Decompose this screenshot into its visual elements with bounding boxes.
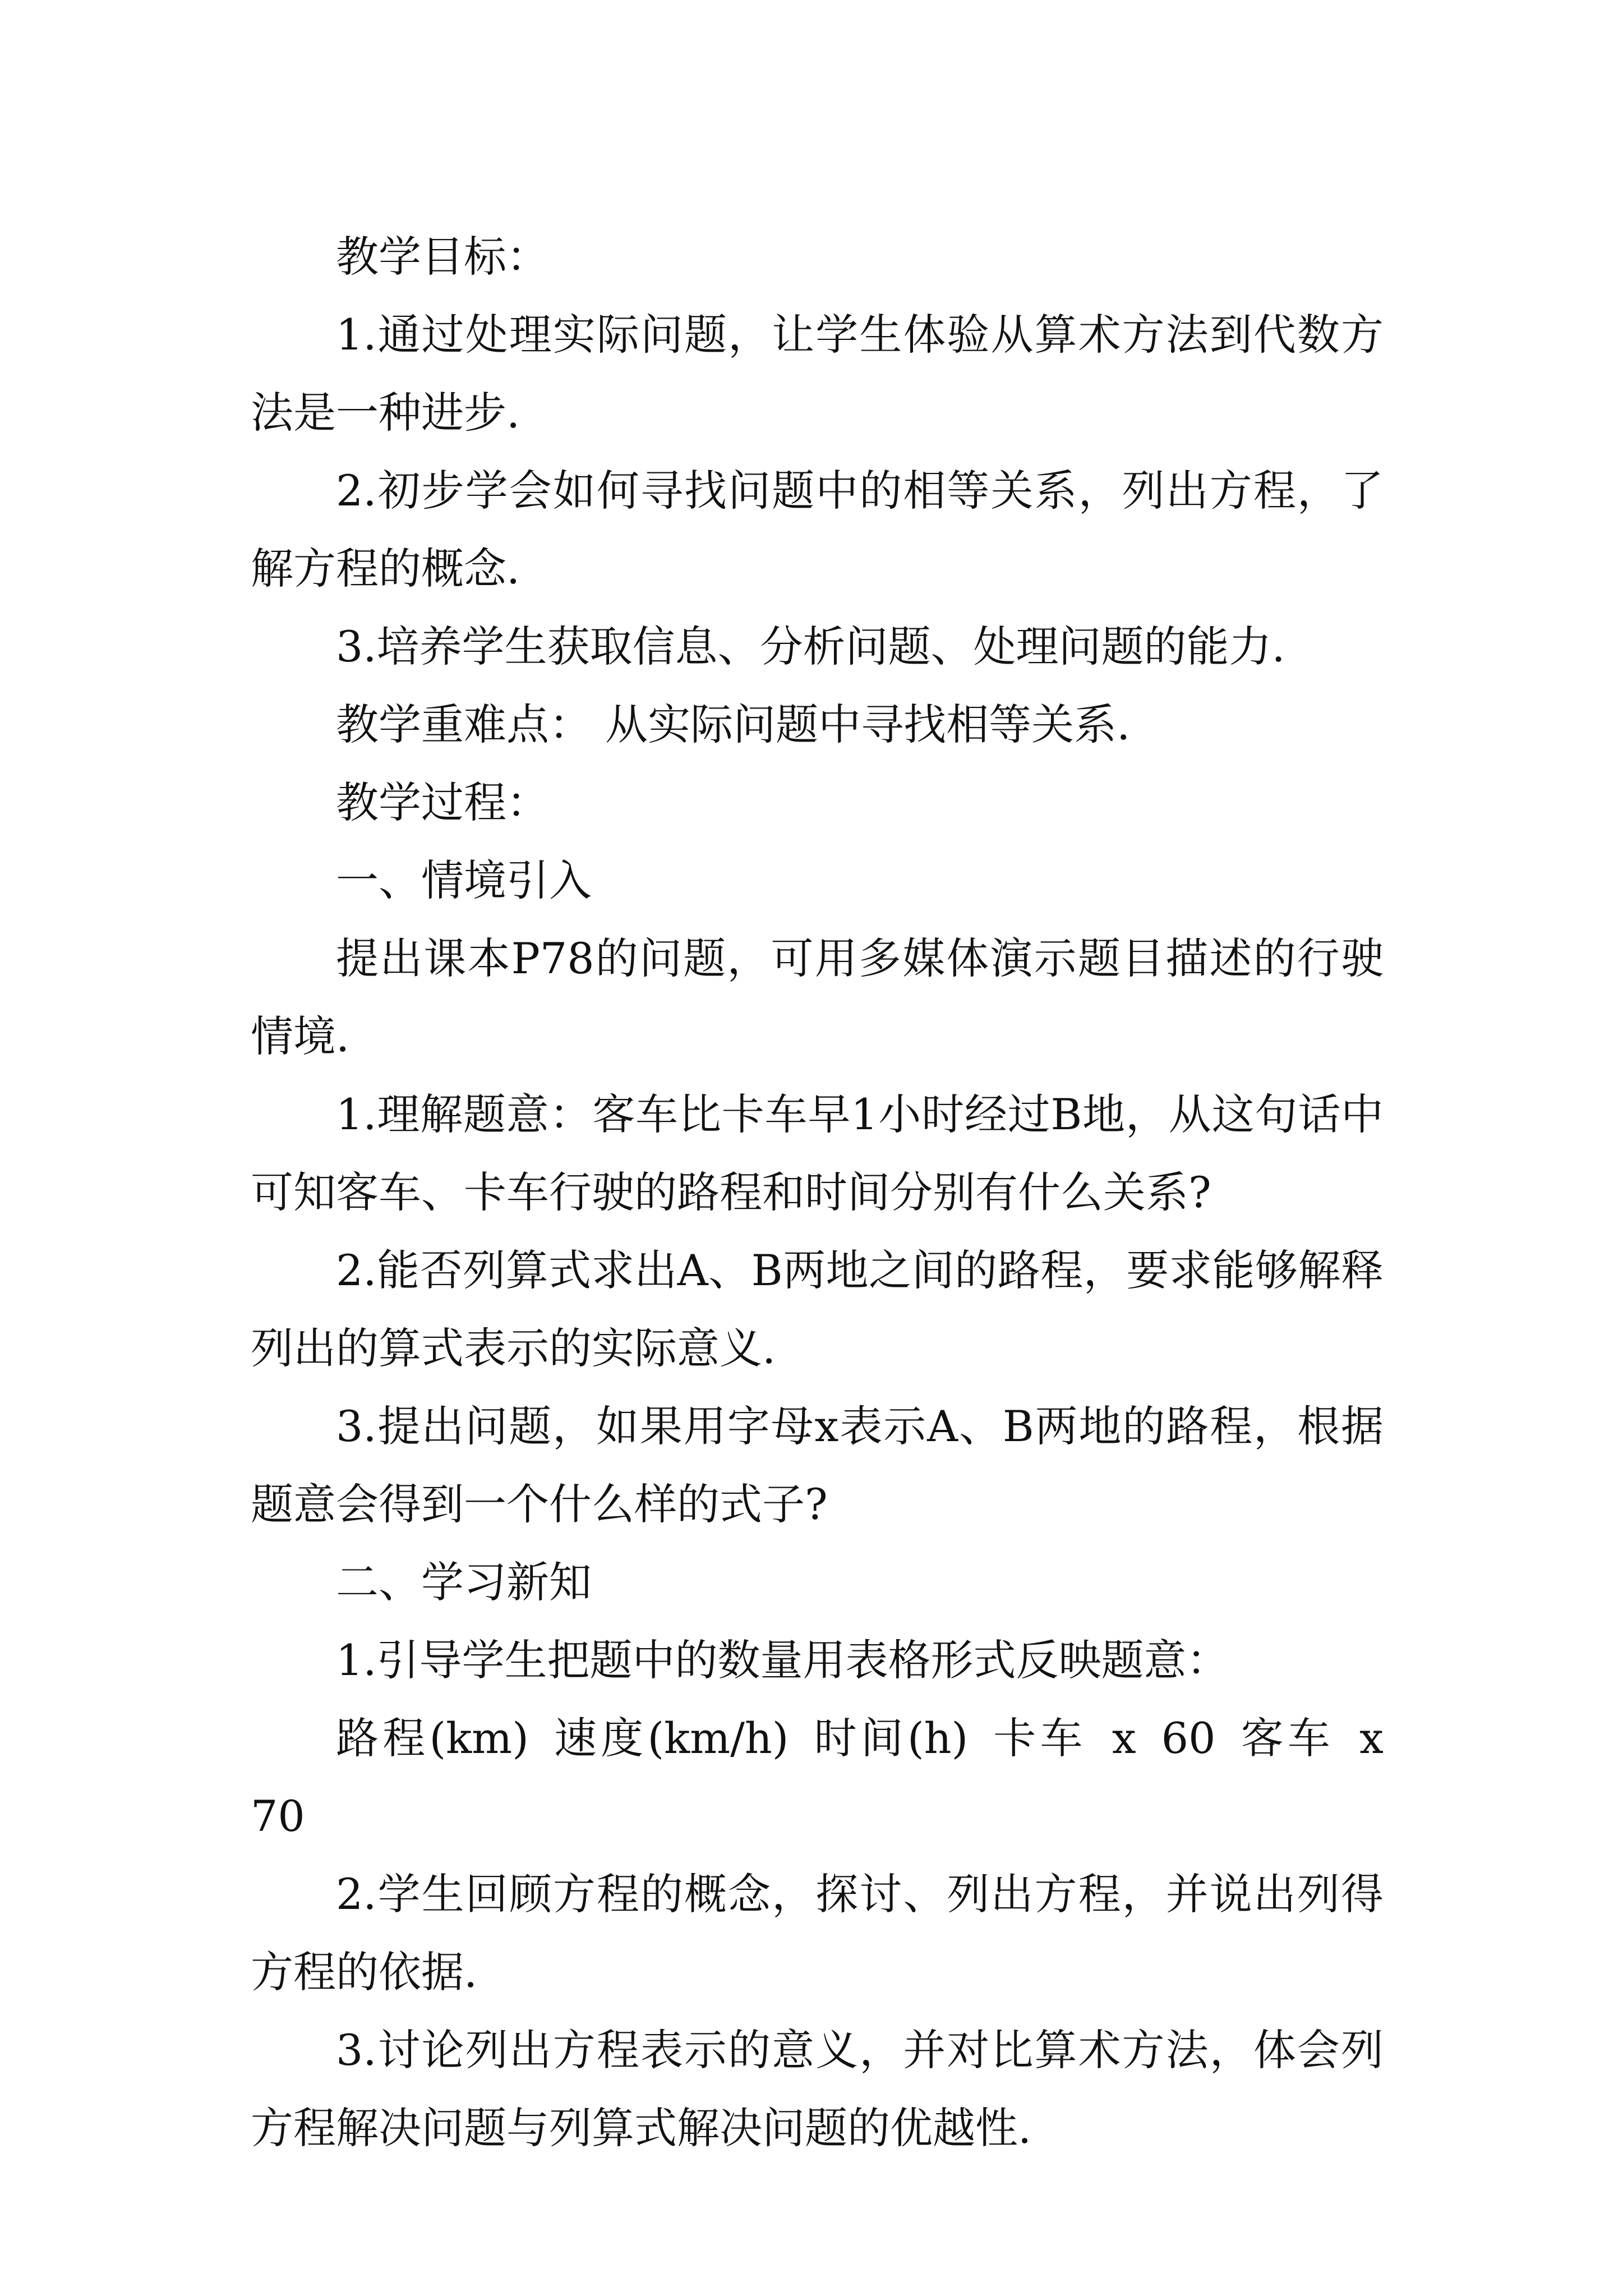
section-1-intro: 提出课本P78的问题，可用多媒体演示题目描述的行驶情境.	[251, 933, 1384, 1061]
objective-2: 2.初步学会如何寻找问题中的相等关系，列出方程，了解方程的概念.	[251, 466, 1384, 593]
objective-3: 3.培养学生获取信息、分析问题、处理问题的能力.	[336, 622, 1285, 671]
section-2-item-2: 2.学生回顾方程的概念，探讨、列出方程，并说出列得方程的依据.	[251, 1869, 1384, 1997]
section-2-table-row: 路程(km) 速度(km/h) 时间(h) 卡车 x 60 客车 x 70	[251, 1713, 1384, 1841]
section-2-item-3: 3.讨论列出方程表示的意义，并对比算术方法，体会列方程解决问题与列算式解决问题的优越性.	[251, 2025, 1384, 2153]
section-1-item-1: 1.理解题意：客车比卡车早1小时经过B地，从这句话中可知客车、卡车行驶的路程和时间分别有什么关系?	[251, 1089, 1384, 1217]
section-2-item-1: 1.引导学生把题中的数量用表格形式反映题意：	[336, 1635, 1229, 1685]
section-1-item-3: 3.提出问题，如果用字母x表示A、B两地的路程，根据题意会得到一个什么样的式子?	[251, 1401, 1384, 1529]
objective-1: 1.通过处理实际问题，让学生体验从算术方法到代数方法是一种进步.	[251, 310, 1384, 438]
process-heading: 教学过程：	[336, 777, 549, 827]
section-1-item-2: 2.能否列算式求出A、B两地之间的路程，要求能够解释列出的算式表示的实际意义.	[251, 1245, 1384, 1373]
document-body	[251, 218, 1384, 2167]
section-1-heading: 一、情境引入	[336, 855, 592, 905]
key-difficulty: 教学重难点： 从实际问题中寻找相等关系.	[336, 700, 1131, 749]
section-2-heading: 二、学习新知	[336, 1557, 592, 1607]
objectives-heading: 教学目标：	[336, 232, 549, 282]
